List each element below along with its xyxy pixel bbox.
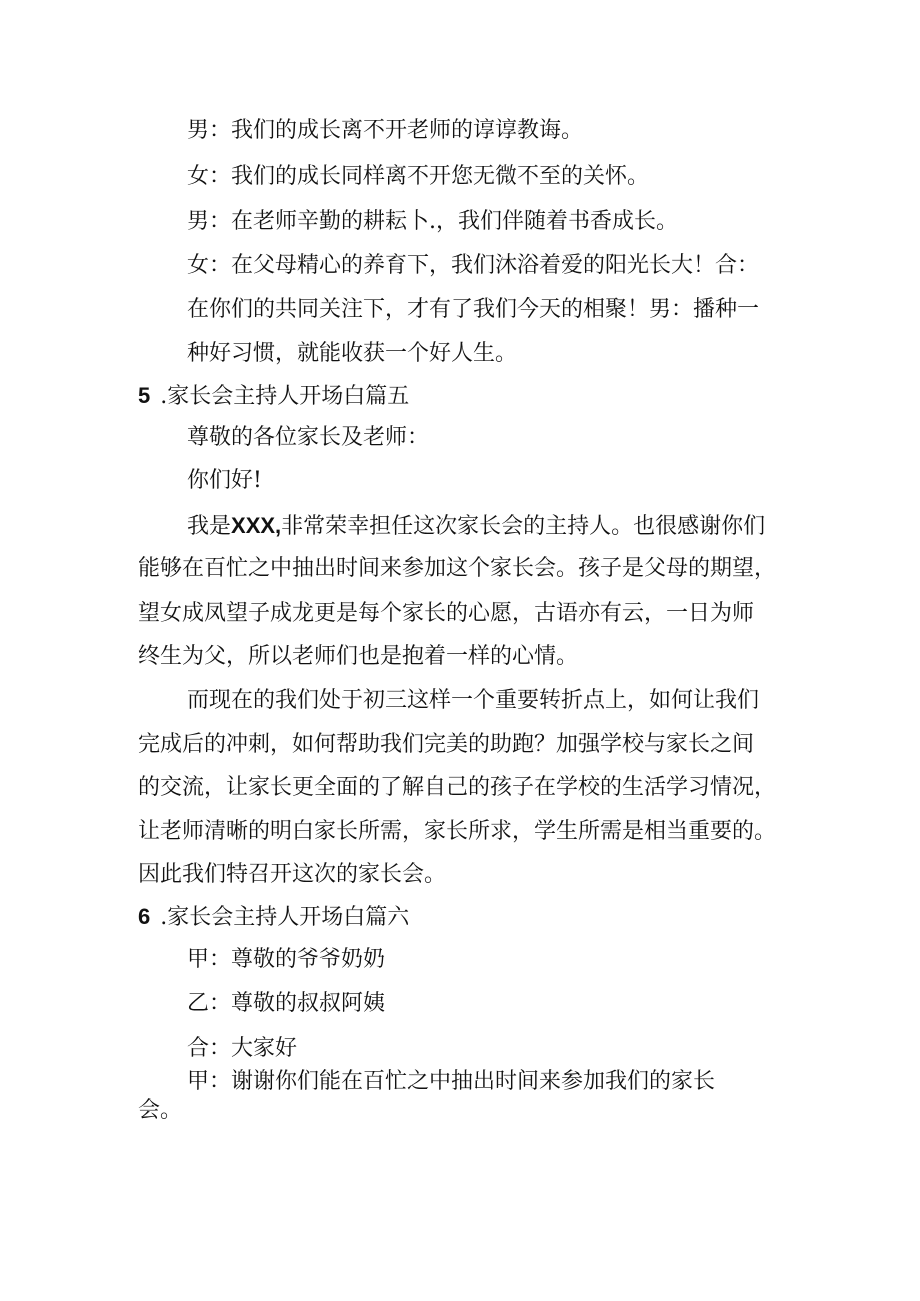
paragraph-line: 望女成凤望子成龙更是每个家长的心愿，古语亦有云，一日为师	[138, 601, 755, 626]
greeting: 你们好!	[187, 468, 262, 493]
dialogue-line: 会。	[138, 1098, 183, 1123]
dialogue-line: 甲：谢谢你们能在百忙之中抽出时间来参加我们的家长	[187, 1069, 716, 1094]
host-name: XXX,	[231, 513, 282, 538]
paragraph-line	[187, 511, 765, 542]
dialogue-line: 甲：尊敬的爷爷奶奶	[187, 947, 386, 972]
paragraph-line: 让老师清晰的明白家长所需，家长所求，学生所需是相当重要的。	[138, 819, 777, 844]
intro-text: 我是	[187, 514, 232, 539]
dialogue-line: 种好习惯，就能收获一个好人生。	[187, 341, 518, 366]
dialogue-line: 男：我们的成长离不开老师的谆谆教诲。	[187, 118, 584, 143]
section-heading	[138, 902, 409, 933]
paragraph-line: 的交流，让家长更全面的了解自己的孩子在学校的生活学习情况，	[138, 775, 777, 800]
dialogue-line: 合：大家好	[187, 1036, 298, 1061]
paragraph-line: 完成后的冲刺，如何帮助我们完美的助跑？加强学校与家长之间	[138, 732, 755, 757]
paragraph-line: 因此我们特召开这次的家长会。	[138, 862, 447, 887]
dialogue-line: 女：我们的成长同样离不开您无微不至的关怀。	[187, 164, 650, 189]
section-number: 6	[138, 904, 151, 929]
paragraph-line: 能够在百忙之中抽出时间来参加这个家长会。孩子是父母的期望，	[138, 556, 777, 581]
dialogue-line: 男：在老师辛勤的耕耘卜.，我们伴随着书香成长。	[187, 209, 678, 234]
paragraph-line: 终生为父，所以老师们也是抱着一样的心情。	[138, 644, 579, 669]
salutation: 尊敬的各位家长及老师：	[187, 425, 430, 450]
dialogue-line: 女：在父母精心的养育下，我们沐浴着爱的阳光长大！合：	[187, 253, 760, 278]
section-title: .家长会主持人开场白篇五	[160, 384, 410, 409]
intro-rest: 非常荣幸担任这次家长会的主持人。也很感谢你们	[281, 514, 766, 539]
section-number: 5	[138, 383, 151, 408]
paragraph-line: 而现在的我们处于初三这样一个重要转折点上，如何让我们	[187, 688, 760, 713]
dialogue-line: 乙：尊敬的叔叔阿姨	[187, 991, 386, 1016]
section-title: .家长会主持人开场白篇六	[160, 905, 410, 930]
dialogue-line: 在你们的共同关注下，才有了我们今天的相聚！男：播种一	[187, 297, 760, 322]
section-heading	[138, 381, 409, 412]
